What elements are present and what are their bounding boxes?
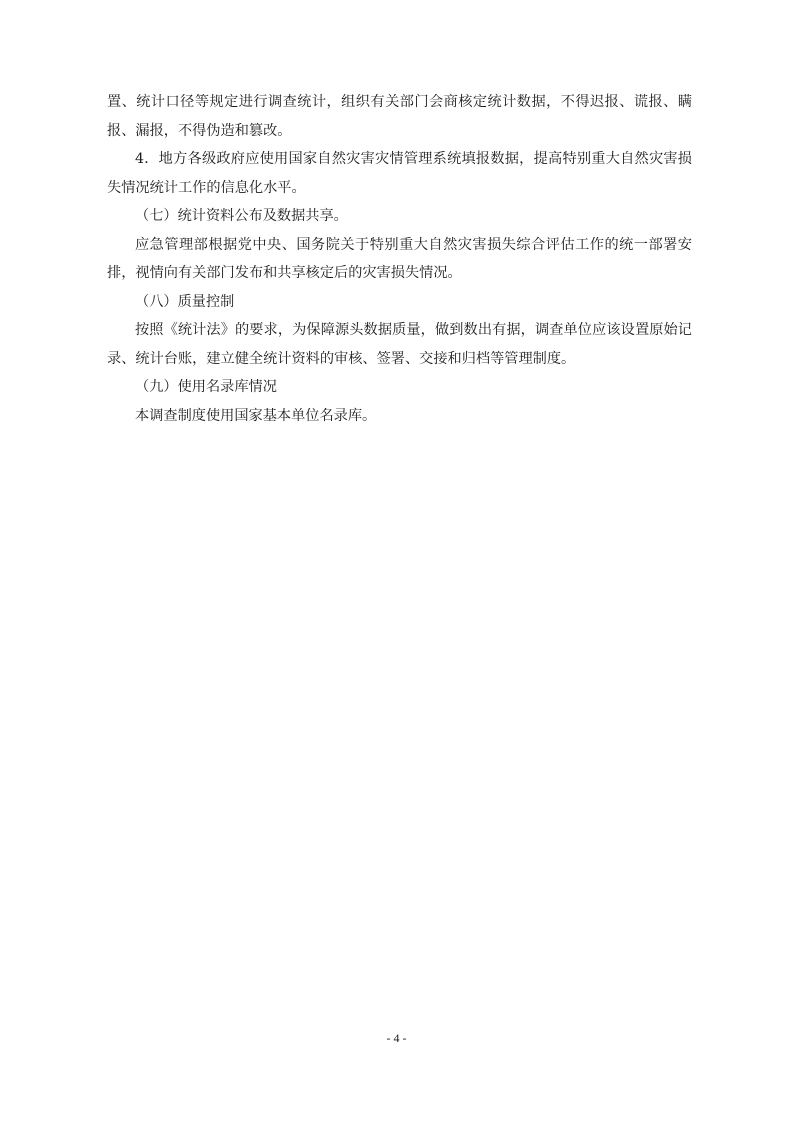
paragraph-quality-control: 按照《统计法》的要求，为保障源头数据质量，做到数出有据，调查单位应该设置原始记录、统计台账，建立健全统计资料的审核、签署、交接和归档等管理制度。	[107, 322, 692, 367]
page-number: - 4 -	[386, 1031, 407, 1045]
paragraph-item-4: 4．地方各级政府应使用国家自然灾害灾情管理系统填报数据，提高特别重大自然灾害损失情况统计工作的信息化水平。	[107, 151, 692, 196]
document-body	[107, 88, 692, 430]
paragraph-continuation: 置、统计口径等规定进行调查统计，组织有关部门会商核定统计数据，不得迟报、谎报、瞒报、漏报，不得伪造和篡改。	[107, 94, 692, 139]
section-heading-8: （八）质量控制	[135, 293, 235, 310]
section-heading-7: （七）统计资料公布及数据共享。	[135, 208, 348, 224]
paragraph-directory: 本调查制度使用国家基本单位名录库。	[135, 407, 377, 424]
paragraph-publication: 应急管理部根据党中央、国务院关于特别重大自然灾害损失综合评估工作的统一部署安排，视情向有关部门发布和共享核定后的灾害损失情况。	[107, 236, 692, 281]
section-heading-9: （九）使用名录库情况	[135, 379, 277, 395]
